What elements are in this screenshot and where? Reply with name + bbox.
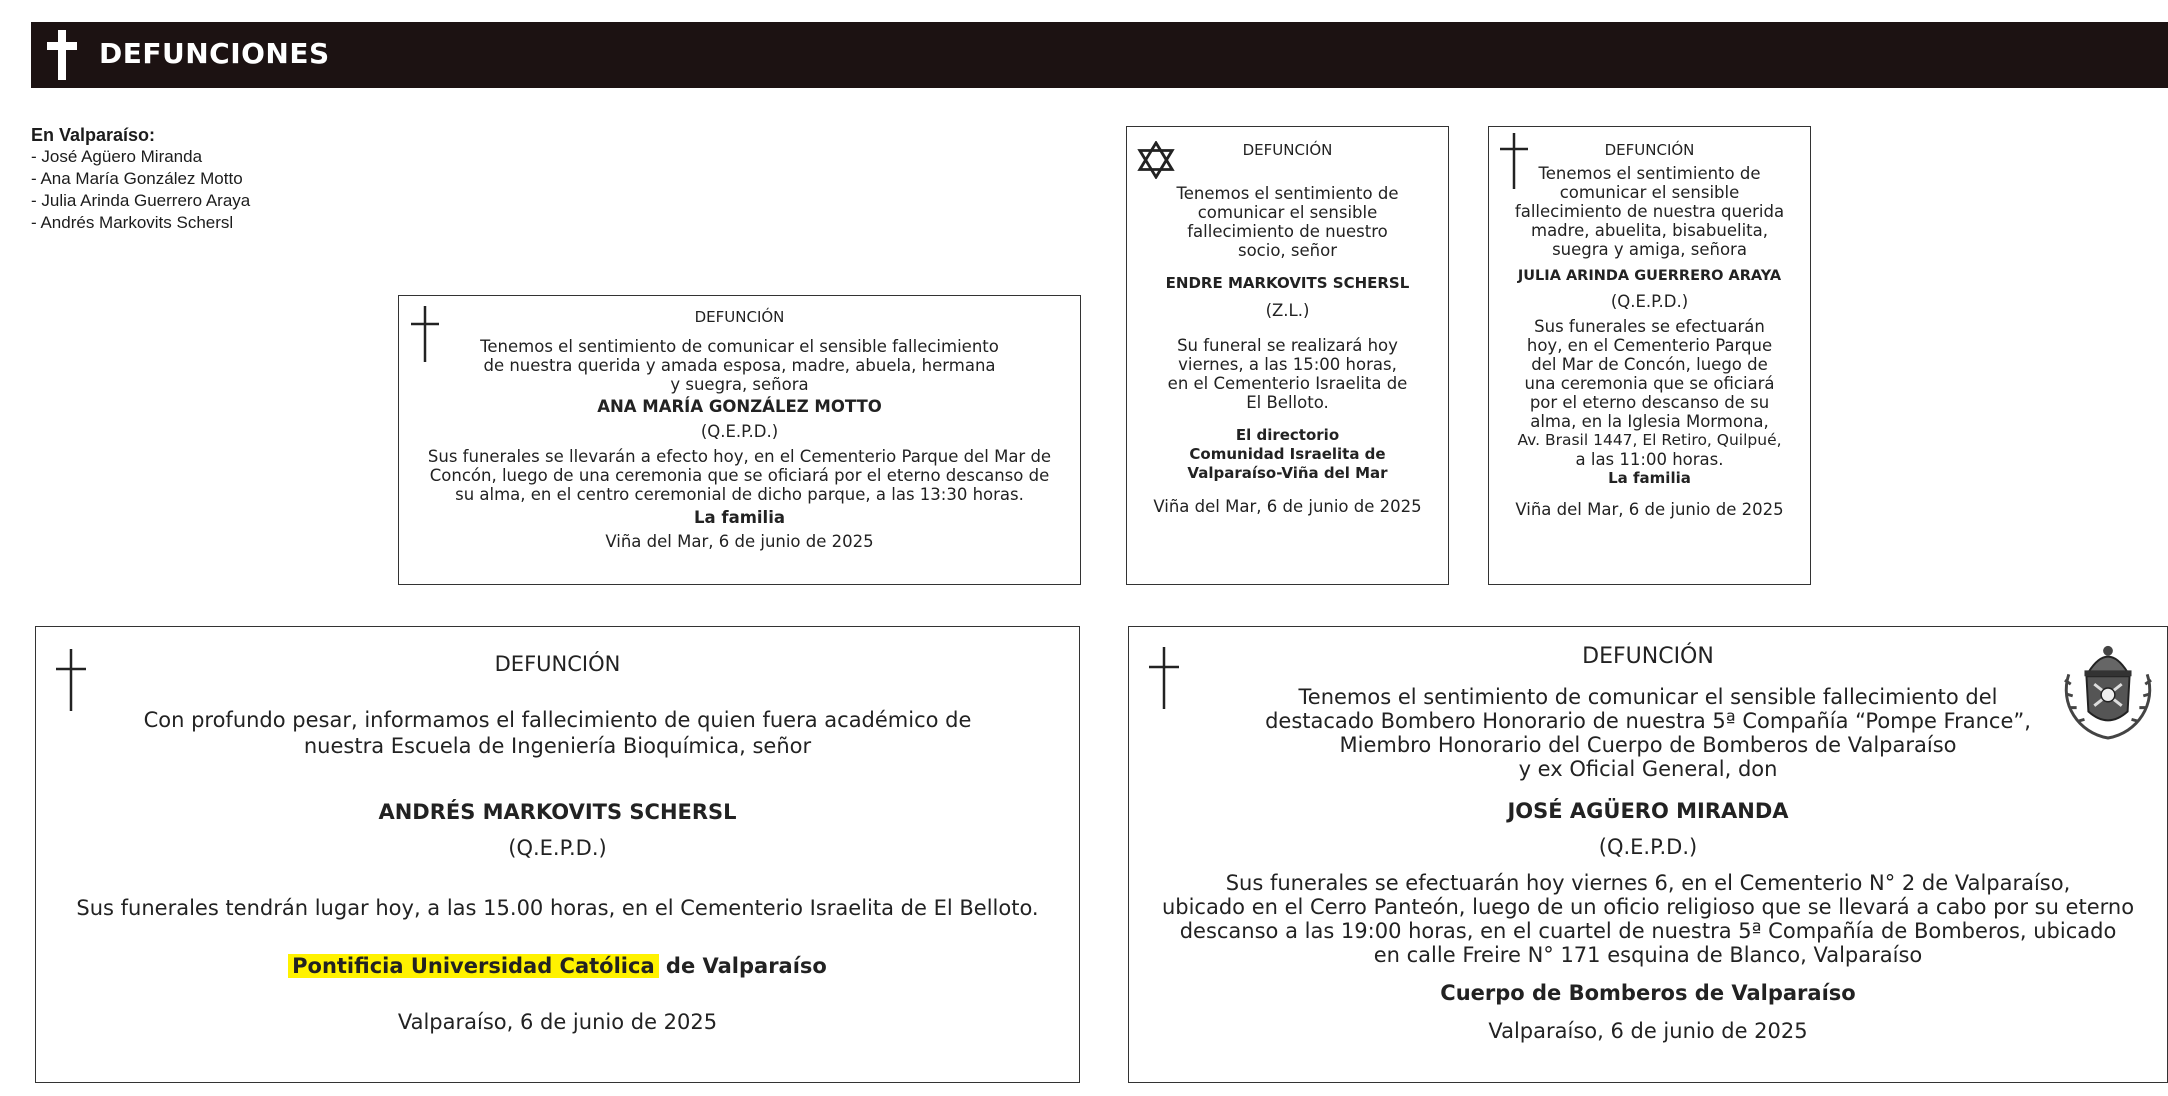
notice-body: descanso a las 19:00 horas, en el cuartel de nuestra 5ª Compañía de Bomberos, ubicado (1179, 919, 2117, 943)
notice-heading: DEFUNCIÓN (1242, 141, 1333, 159)
notice-intro: socio, señor (1237, 241, 1338, 260)
cross-icon (54, 649, 88, 711)
notice-date: Valparaíso, 6 de junio de 2025 (1488, 1019, 1808, 1043)
signer: Comunidad Israelita de (1189, 445, 1386, 463)
notice-body: viernes, a las 15:00 horas, (1178, 355, 1397, 374)
qepd: (Q.E.P.D.) (1610, 292, 1689, 311)
notice-intro: fallecimiento de nuestra querida (1514, 202, 1785, 221)
obituary-andres (35, 626, 1080, 1083)
qepd: (Q.E.P.D.) (700, 422, 779, 441)
cross-icon (1499, 133, 1529, 189)
notice-body: Concón, luego de una ceremonia que se oficiará por el eterno descanso de (429, 466, 1050, 485)
notice-body: El Belloto. (1246, 393, 1329, 412)
notice-body: alma, en la Iglesia Mormona, (1530, 412, 1769, 431)
notice-body: Sus funerales se efectuarán hoy viernes 6, en el Cementerio N° 2 de Valparaíso, (1225, 871, 2071, 895)
zl: (Z.L.) (1265, 301, 1310, 320)
notice-intro: Tenemos el sentimiento de comunicar el sensible fallecimiento del (1298, 685, 1998, 709)
notice-intro: nuestra Escuela de Ingeniería Bioquímica, señor (303, 734, 812, 758)
obituary-jose (1128, 626, 2168, 1083)
obituary-julia (1488, 126, 1811, 585)
notice-body: su alma, en el centro ceremonial de dicho parque, a las 13:30 horas. (455, 485, 1024, 504)
qepd: (Q.E.P.D.) (1598, 835, 1698, 859)
cross-icon (47, 30, 77, 80)
obituary-gonzalez (398, 295, 1081, 585)
obituary-endre (1126, 126, 1449, 585)
notice-heading: DEFUNCIÓN (1604, 141, 1695, 159)
notice-intro: Con profundo pesar, informamos el fallecimiento de quien fuera académico de (143, 708, 972, 732)
notice-body: Su funeral se realizará hoy (1177, 336, 1398, 355)
deceased-name: ANDRÉS MARKOVITS SCHERSL (378, 800, 737, 824)
notice-intro: de nuestra querida y amada esposa, madre, abuela, hermana (483, 356, 996, 375)
notice-body: una ceremonia que se oficiará (1524, 374, 1775, 393)
signer: La familia (694, 508, 785, 527)
signer: Cuerpo de Bomberos de Valparaíso (1440, 981, 1856, 1005)
notice-date: Viña del Mar, 6 de junio de 2025 (1515, 500, 1784, 519)
notice-body: Sus funerales tendrán lugar hoy, a las 15.00 horas, en el Cementerio Israelita de El Belloto. (76, 896, 1039, 920)
notice-body: del Mar de Concón, luego de (1531, 355, 1768, 374)
notice-intro: y suegra, señora (670, 375, 809, 394)
deceased-name: ENDRE MARKOVITS SCHERSL (1165, 274, 1410, 292)
section-header (31, 22, 2168, 88)
list-item: - Julia Arinda Guerrero Araya (31, 190, 250, 212)
notice-body: en calle Freire N° 171 esquina de Blanco, Valparaíso (1373, 943, 1923, 967)
notice-intro: destacado Bombero Honorario de nuestra 5ª Compañía “Pompe France”, (1265, 709, 2031, 733)
list-item: - Ana María González Motto (31, 168, 250, 190)
notice-date: Viña del Mar, 6 de junio de 2025 (1153, 497, 1422, 516)
notice-body: Sus funerales se llevarán a efecto hoy, en el Cementerio Parque del Mar de (427, 447, 1052, 466)
signer (36, 953, 1079, 979)
index-heading: En Valparaíso: (31, 125, 156, 145)
notice-body: por el eterno descanso de su (1529, 393, 1770, 412)
notice-body: a las 11:00 horas. (1575, 450, 1724, 469)
signer: La familia (1608, 469, 1691, 487)
notice-body: Sus funerales se efectuarán (1534, 317, 1765, 336)
notice-body: en el Cementerio Israelita de (1167, 374, 1408, 393)
list-item: - José Agüero Miranda (31, 146, 250, 168)
notice-body: ubicado en el Cerro Panteón, luego de un oficio religioso que se llevará a cabo por su eterno (1161, 895, 2135, 919)
deceased-name: ANA MARÍA GONZÁLEZ MOTTO (597, 397, 882, 416)
notice-intro: comunicar el sensible (1197, 203, 1378, 222)
qepd: (Q.E.P.D.) (508, 836, 607, 860)
notice-intro: Tenemos el sentimiento de (1538, 164, 1761, 183)
notice-intro: madre, abuelita, bisabuelita, (1531, 221, 1768, 240)
signer-rest: de Valparaíso (658, 954, 827, 978)
star-of-david-icon (1137, 141, 1175, 179)
highlighted-institution: Pontificia Universidad Católica (288, 954, 659, 978)
notice-date: Valparaíso, 6 de junio de 2025 (397, 1010, 718, 1034)
signer: Valparaíso-Viña del Mar (1187, 464, 1388, 482)
notice-body: Av. Brasil 1447, El Retiro, Quilpué, (1517, 431, 1782, 449)
notice-intro: comunicar el sensible (1559, 183, 1740, 202)
section-title: DEFUNCIONES (99, 37, 330, 70)
notice-heading: DEFUNCIÓN (694, 308, 785, 326)
notice-date: Viña del Mar, 6 de junio de 2025 (605, 532, 874, 551)
notice-heading: DEFUNCIÓN (1582, 644, 1714, 669)
notice-intro: Tenemos el sentimiento de comunicar el sensible fallecimiento (480, 337, 999, 356)
cross-icon (1147, 647, 1181, 709)
notice-intro: Tenemos el sentimiento de (1176, 184, 1399, 203)
notice-intro: fallecimiento de nuestro (1187, 222, 1388, 241)
notice-heading: DEFUNCIÓN (494, 652, 621, 676)
notice-intro: suegra y amiga, señora (1552, 240, 1747, 259)
deceased-name: JULIA ARINDA GUERRERO ARAYA (1517, 268, 1782, 284)
notice-intro: Miembro Honorario del Cuerpo de Bomberos de Valparaíso (1339, 733, 1957, 757)
list-item: - Andrés Markovits Schersl (31, 212, 250, 234)
notice-intro: y ex Oficial General, don (1518, 757, 1778, 781)
deaths-index (31, 124, 250, 234)
deceased-name: JOSÉ AGÜERO MIRANDA (1507, 799, 1789, 823)
fire-brigade-crest-icon (2059, 635, 2157, 743)
signer: El directorio (1235, 426, 1340, 444)
cross-icon (409, 306, 439, 362)
notice-body: hoy, en el Cementerio Parque (1526, 336, 1773, 355)
